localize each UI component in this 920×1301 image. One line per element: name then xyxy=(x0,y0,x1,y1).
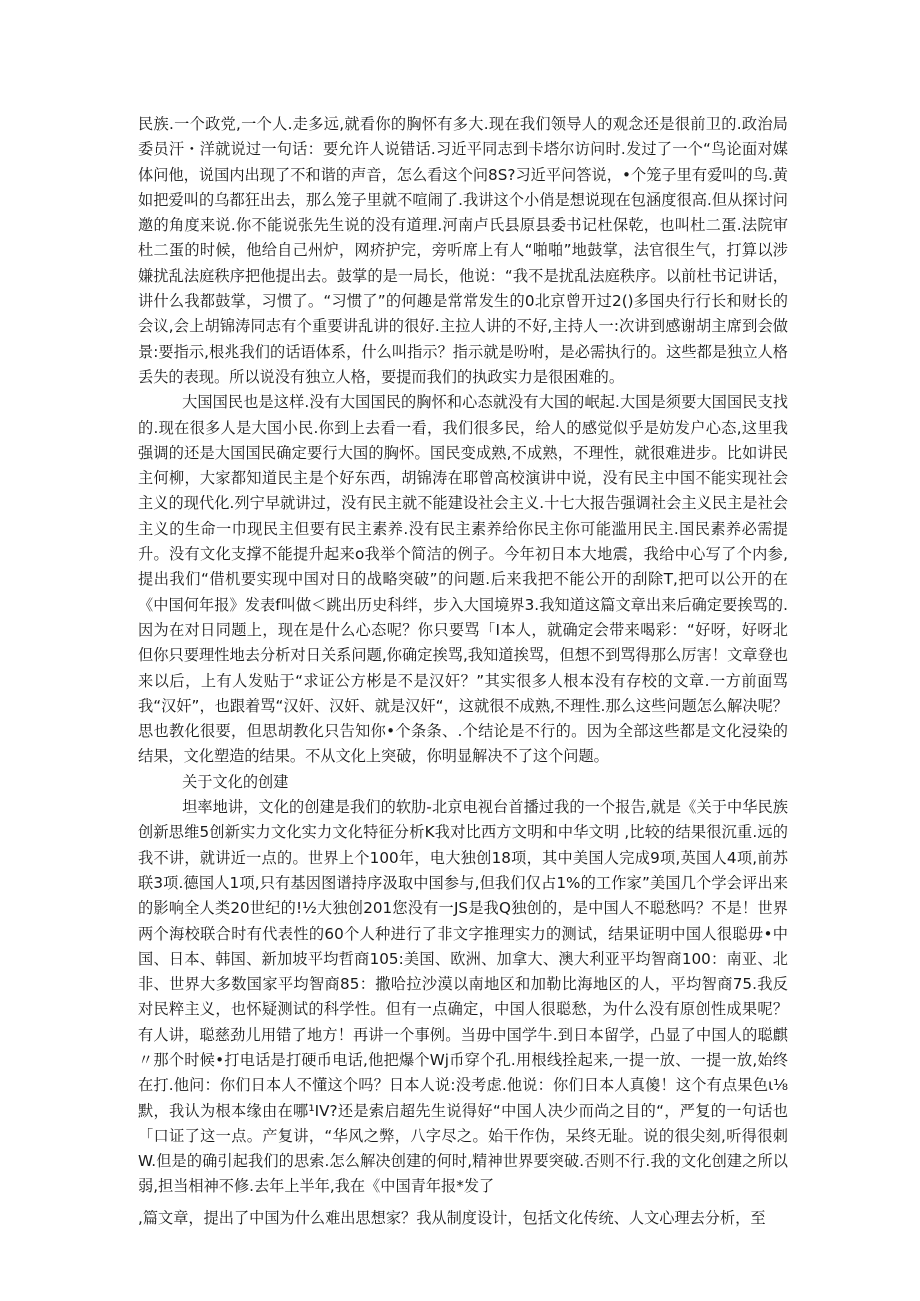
paragraph-1: 民族.一个政党,一个人.走多远,就看你的胸怀有多大.现在我们领导人的观念还是很前卫的.政治局委员汗・洋就说过一句话：要允许人说错话.习近平同志到卡塔尔访问时.发过了一个“鸟论面对媒体问他，说国内出现了不和谐的声音，怎么看这个问8S?习近平问答说，•个笼子里有爱叫的鸟.黄如把爱叫的乌都狂出去，那么笼子里就不喧闹了.我讲这个小俏是想说现在包涵度很高.但从探讨问邀的角度来说.你不能说张先生说的没有道理.河南卢氏县原县委书记杜保乾，也叫杜二蛋.法院审杜二蛋的时候，他给自己州炉，网疥护完，旁听席上有人“啪啪”地鼓掌，法官很生气，打算以涉嫌扰乱法庭秩序把他提出去。鼓掌的是一局长，他说：“我不是扰乱法庭秩序。以前杜书记讲话，讲什么我都鼓掌，习惯了。“习惯了”的何趣是常常发生的0北京曾开过2()多国央行行长和财长的会议,会上胡锦涛同志有个重要讲乱讲的很好.主拉人讲的不好,主持人一:次讲到感谢胡主席到会做景:要指示,根兆我们的话语体系，什么叫指示？指示就是吩咐，是必需执行的。这些都是独立人格丢失的表现。所以说没有独立人格，要提而我们的执政实力是很困难的。 xyxy=(138,115,788,386)
paragraph-4: ,篇文章，提出了中国为什么难出思想家？我从制度设计，包括文化传统、人文心理去分析，至 xyxy=(138,1208,766,1227)
document-page xyxy=(138,112,788,1231)
paragraph-2: 大国国民也是这样.没有大国国民的胸怀和心态就没有大国的岷起.大国是须要大国国民支找的.现在很多人是大国小民.你到上去看一看，我们很多民，给人的感觉似乎是妨发户心态,这里我强调的还是大国国民确定要行大国的胸怀。国民变成熟,不成熟，不理性，就很难进步。比如讲民主何柳，大家都知道民主是个好东西，胡锦涛在耶曾高校演讲中说，没有民主中国不能实现社会主义的现代化.列宁早就讲过，没有民主就不能建设社会主义.十七大报告强调社会主义民主是社会主义的生命一巾现民主但要有民主素养.没有民主素养给你民主你可能滥用民主.国民素养必需提升。没有文化支撑不能提升起来o我举个简洁的例子。今年初日本大地震，我给中心写了个内参,提出我们“借机要实现中国对日的战略突破”的问题.后来我把不能公开的刮除T,把可以公开的在《中国何年报》发表f叫做＜跳出历史科绊，步入大国境界3.我知道这篇文章出来后确定要挨骂的.因为在对日同题上，现在是什么心态呢？你只要骂「I本人，就确定会带来喝彩：“好呀，好呀北但你只要理性地去分析对日关系问题,你确定挨骂,我知道挨骂，但想不到骂得那么厉害！文章登也来以后，上有人发贴于“求证公方彬是不是汉奸？”其实很多人根本没有存校的文章.一方前面骂我“汉奸”，也跟着骂“汉奸、汉奸、就是汉奸“，这就很不成熟,不理性.那么这些问题怎么解决呢？思也教化很要，但思胡教化只告知你•个条条、.个结论是不行的。因为全部这些都是文化浸染的结果，文化塑造的结果。不从文化上突破，你明显解决不了这个问题。 xyxy=(138,393,788,766)
paragraph-3: 坦率地讲，文化的创建是我们的软肋-北京电视台首播过我的一个报告,就是《关于中华民族创新思维5创新实力文化实力文化特征分析K我对比西方文明和中华文明 ,比较的结果很沉重.远的我不讲，就讲近一点的。世界上个100年，电大独创18项，其中美国人完成9项,英国人4项,前苏联3项.德国人1项,只有基因图谱持序汲取中国参与,但我们仅占1%的工作家”美国几个学会评出来的影响全人类20世纪的!½大独创201您没有一JS是我Q独创的，是中国人不聪愁吗？不是！世界两个海校联合时有代表性的60个人种进行了非文字推理实力的测试，结果证明中国人很聪毋•中国、日本、韩国、新加坡平均哲商105:美国、欧洲、加拿大、澳大利亚平均智商100：南亚、北非、世界大多数国家平均智商85：撒哈拉沙漠以南地区和加勒比海地区的人，平均智商75.我反对民粹主义，也怀疑测试的科学性。但有一点确定，中国人很聪愁，为什么没有原创性成果呢？有人讲，聪慈劲儿用错了地方！再讲一个事例。当毋中国学牛.到日本留学，凸显了中国人的聪麒〃那个时候•打电话是打硬币电话,他把爆个Wj币穿个孔.用根线拴起来,一提一放、一提一放,始终在打.他问：你们日本人不懂这个吗？日本人说:没考虑.他说：你们日本人真傻！这个有点果色ι⅛默，我认为根本缘由在哪¹IV?还是索启超先生说得好“中国人决少而尚之目的“，严复的一句话也「口证了这一点。产复讲，“华风之弊，八字尽之。始干作伪，呆终无耻。说的很尖刻,听得很刺W.但是的确引起我们的思索.怎么解决创建的何时,精神世界要突破.否则不行.我的文化创建之所以弱,担当相神不修.去年上半年,我在《中国青年报*发了 xyxy=(138,798,788,1196)
section-heading: 关于文化的创建 xyxy=(182,772,289,791)
